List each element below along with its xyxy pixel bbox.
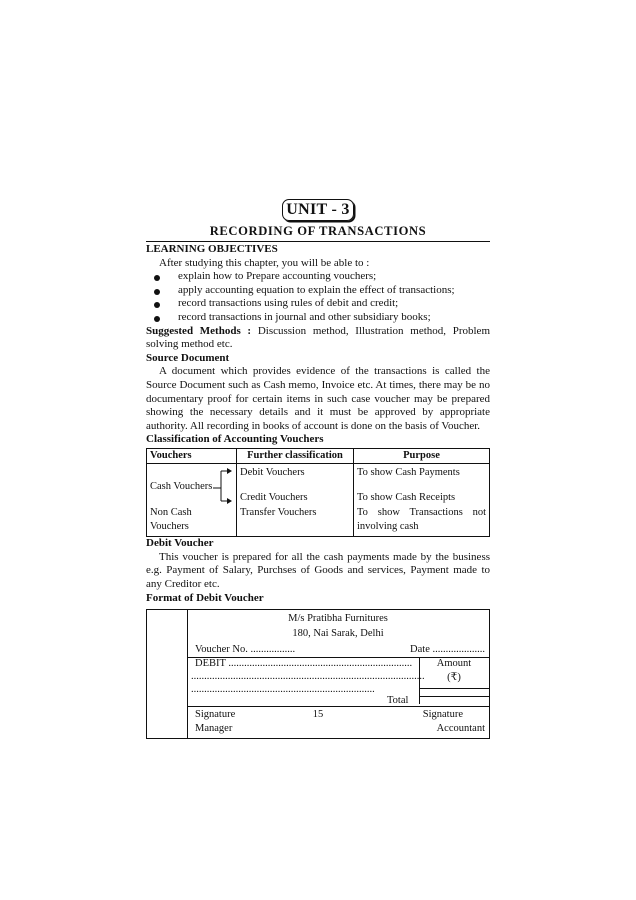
title-rule — [146, 241, 490, 242]
table-header-row — [147, 448, 490, 463]
cash-vouchers-label: Cash Vouchers — [150, 480, 213, 492]
col-further: Further classification — [237, 448, 354, 463]
cell-transfer-vouchers: Transfer Vouchers — [237, 506, 354, 536]
voucher-divider — [187, 706, 489, 707]
debit-voucher-text: This voucher is prepared for all the cash payments made by the business e.g. Payment of Salary, Purchses of Goods and services, Payment made to any Creditor etc. — [146, 550, 490, 590]
voucher-address: 180, Nai Sarak, Delhi — [292, 627, 384, 639]
cell-credit-purpose: To show Cash Receipts — [354, 491, 490, 506]
suggested-methods-text: Discussion method, Illustration method, Problem solving method etc. — [146, 324, 490, 351]
objectives-heading: LEARNING OBJECTIVES — [146, 243, 278, 255]
col-purpose: Purpose — [354, 448, 490, 463]
chapter-title: RECORDING OF TRANSACTIONS — [209, 224, 427, 238]
voucher-dotted-line: ......................................................................................... — [191, 670, 425, 682]
cell-transfer-purpose: To show Transactions not involving cash — [354, 506, 490, 536]
voucher-signature-right: Signature — [422, 708, 463, 720]
objectives-intro: After studying this chapter, you will be able to : — [159, 256, 370, 269]
voucher-manager: Manager — [195, 722, 233, 734]
suggested-methods — [146, 325, 490, 352]
cell-non-cash: Non Cash Vouchers — [147, 506, 237, 536]
bullet-icon — [154, 275, 160, 281]
classification-heading: Classification of Accounting Vouchers — [146, 433, 324, 446]
bullet-icon — [154, 316, 160, 322]
voucher-dotted-line: ...................................................................... — [191, 683, 375, 695]
suggested-methods-label: Suggested Methods : — [146, 324, 252, 337]
voucher-accountant: Accountant — [436, 722, 485, 734]
bullet-icon — [154, 302, 160, 308]
bullet-icon — [154, 289, 160, 295]
voucher-amount-label: Amount — [436, 657, 472, 669]
objectives-list — [146, 270, 490, 324]
voucher-date: Date .................... — [410, 643, 485, 655]
voucher-firm-name: M/s Pratibha Furnitures — [288, 612, 388, 624]
bracket-icon — [211, 468, 237, 508]
voucher-number: Voucher No. ................. — [195, 643, 296, 655]
voucher-total: Total — [387, 694, 409, 706]
classification-table — [146, 448, 490, 537]
objective-item: record transactions using rules of debit and credit; — [146, 297, 490, 311]
source-document-heading: Source Document — [146, 351, 230, 364]
objective-item: record transactions in journal and other subsidiary books; — [146, 311, 490, 325]
table-row — [147, 506, 490, 536]
main-content — [146, 243, 490, 739]
cell-debit-vouchers: Debit Vouchers — [237, 463, 354, 491]
cash-vouchers-cell — [147, 463, 237, 506]
voucher-debit-line: DEBIT ...................................................................... — [195, 657, 413, 669]
voucher-amount-symbol: (₹) — [447, 671, 461, 683]
objective-item: explain how to Prepare accounting vouchers; — [146, 270, 490, 284]
col-vouchers: Vouchers — [147, 448, 237, 463]
objective-item: apply accounting equation to explain the effect of transactions; — [146, 284, 490, 298]
voucher-amount-rule — [419, 696, 489, 697]
cell-credit-vouchers: Credit Vouchers — [237, 491, 354, 506]
voucher-amount-rule — [419, 688, 489, 689]
format-title: Format of Debit Voucher — [146, 592, 264, 605]
unit-badge: UNIT - 3 — [282, 199, 354, 221]
page-number: 15 — [312, 709, 324, 720]
table-row — [147, 463, 490, 491]
cell-debit-purpose: To show Cash Payments — [354, 463, 490, 491]
debit-voucher-heading: Debit Voucher — [146, 536, 214, 549]
source-document-text: A document which provides evidence of the transactions is called the Source Document such as Cash memo, Invoice etc. At times, there may be no documentary proof for certain items in such case voucher may be prepared showing the necessary details and it must be approved by appropriate authority. All recording in books of account is done on the basis of Voucher. — [146, 365, 490, 432]
voucher-signature-left: Signature — [195, 708, 236, 720]
